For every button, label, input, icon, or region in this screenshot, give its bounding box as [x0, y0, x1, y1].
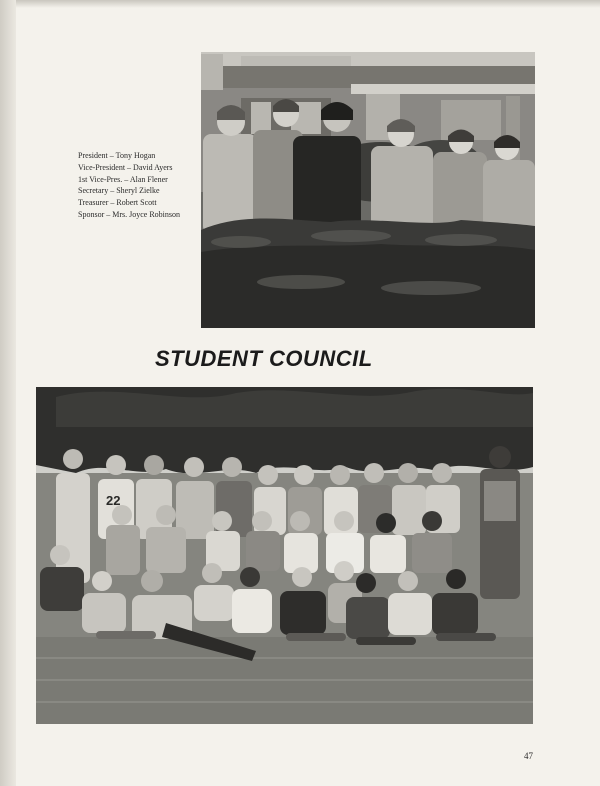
officer-secretary: Secretary – Sheryl Zielke	[78, 186, 160, 196]
officer-treasurer: Treasurer – Robert Scott	[78, 198, 157, 208]
officers-list	[78, 150, 200, 221]
officer-president: President – Tony Hogan	[78, 151, 156, 160]
page-top-shadow	[0, 0, 600, 8]
jersey-number: 22	[106, 493, 121, 508]
page-number: 47	[524, 751, 533, 761]
group-photo	[36, 387, 533, 724]
officer-vice-president: Vice-President – David Ayers	[78, 162, 173, 172]
officer-sponsor: Sponsor – Mrs. Joyce Robinson	[78, 209, 181, 219]
section-heading: STUDENT COUNCIL	[155, 346, 373, 371]
officers-photo	[201, 52, 535, 328]
officer-first-vice-president: 1st Vice-Pres. – Alan Flener	[78, 174, 168, 184]
page-binding-edge	[0, 0, 16, 786]
